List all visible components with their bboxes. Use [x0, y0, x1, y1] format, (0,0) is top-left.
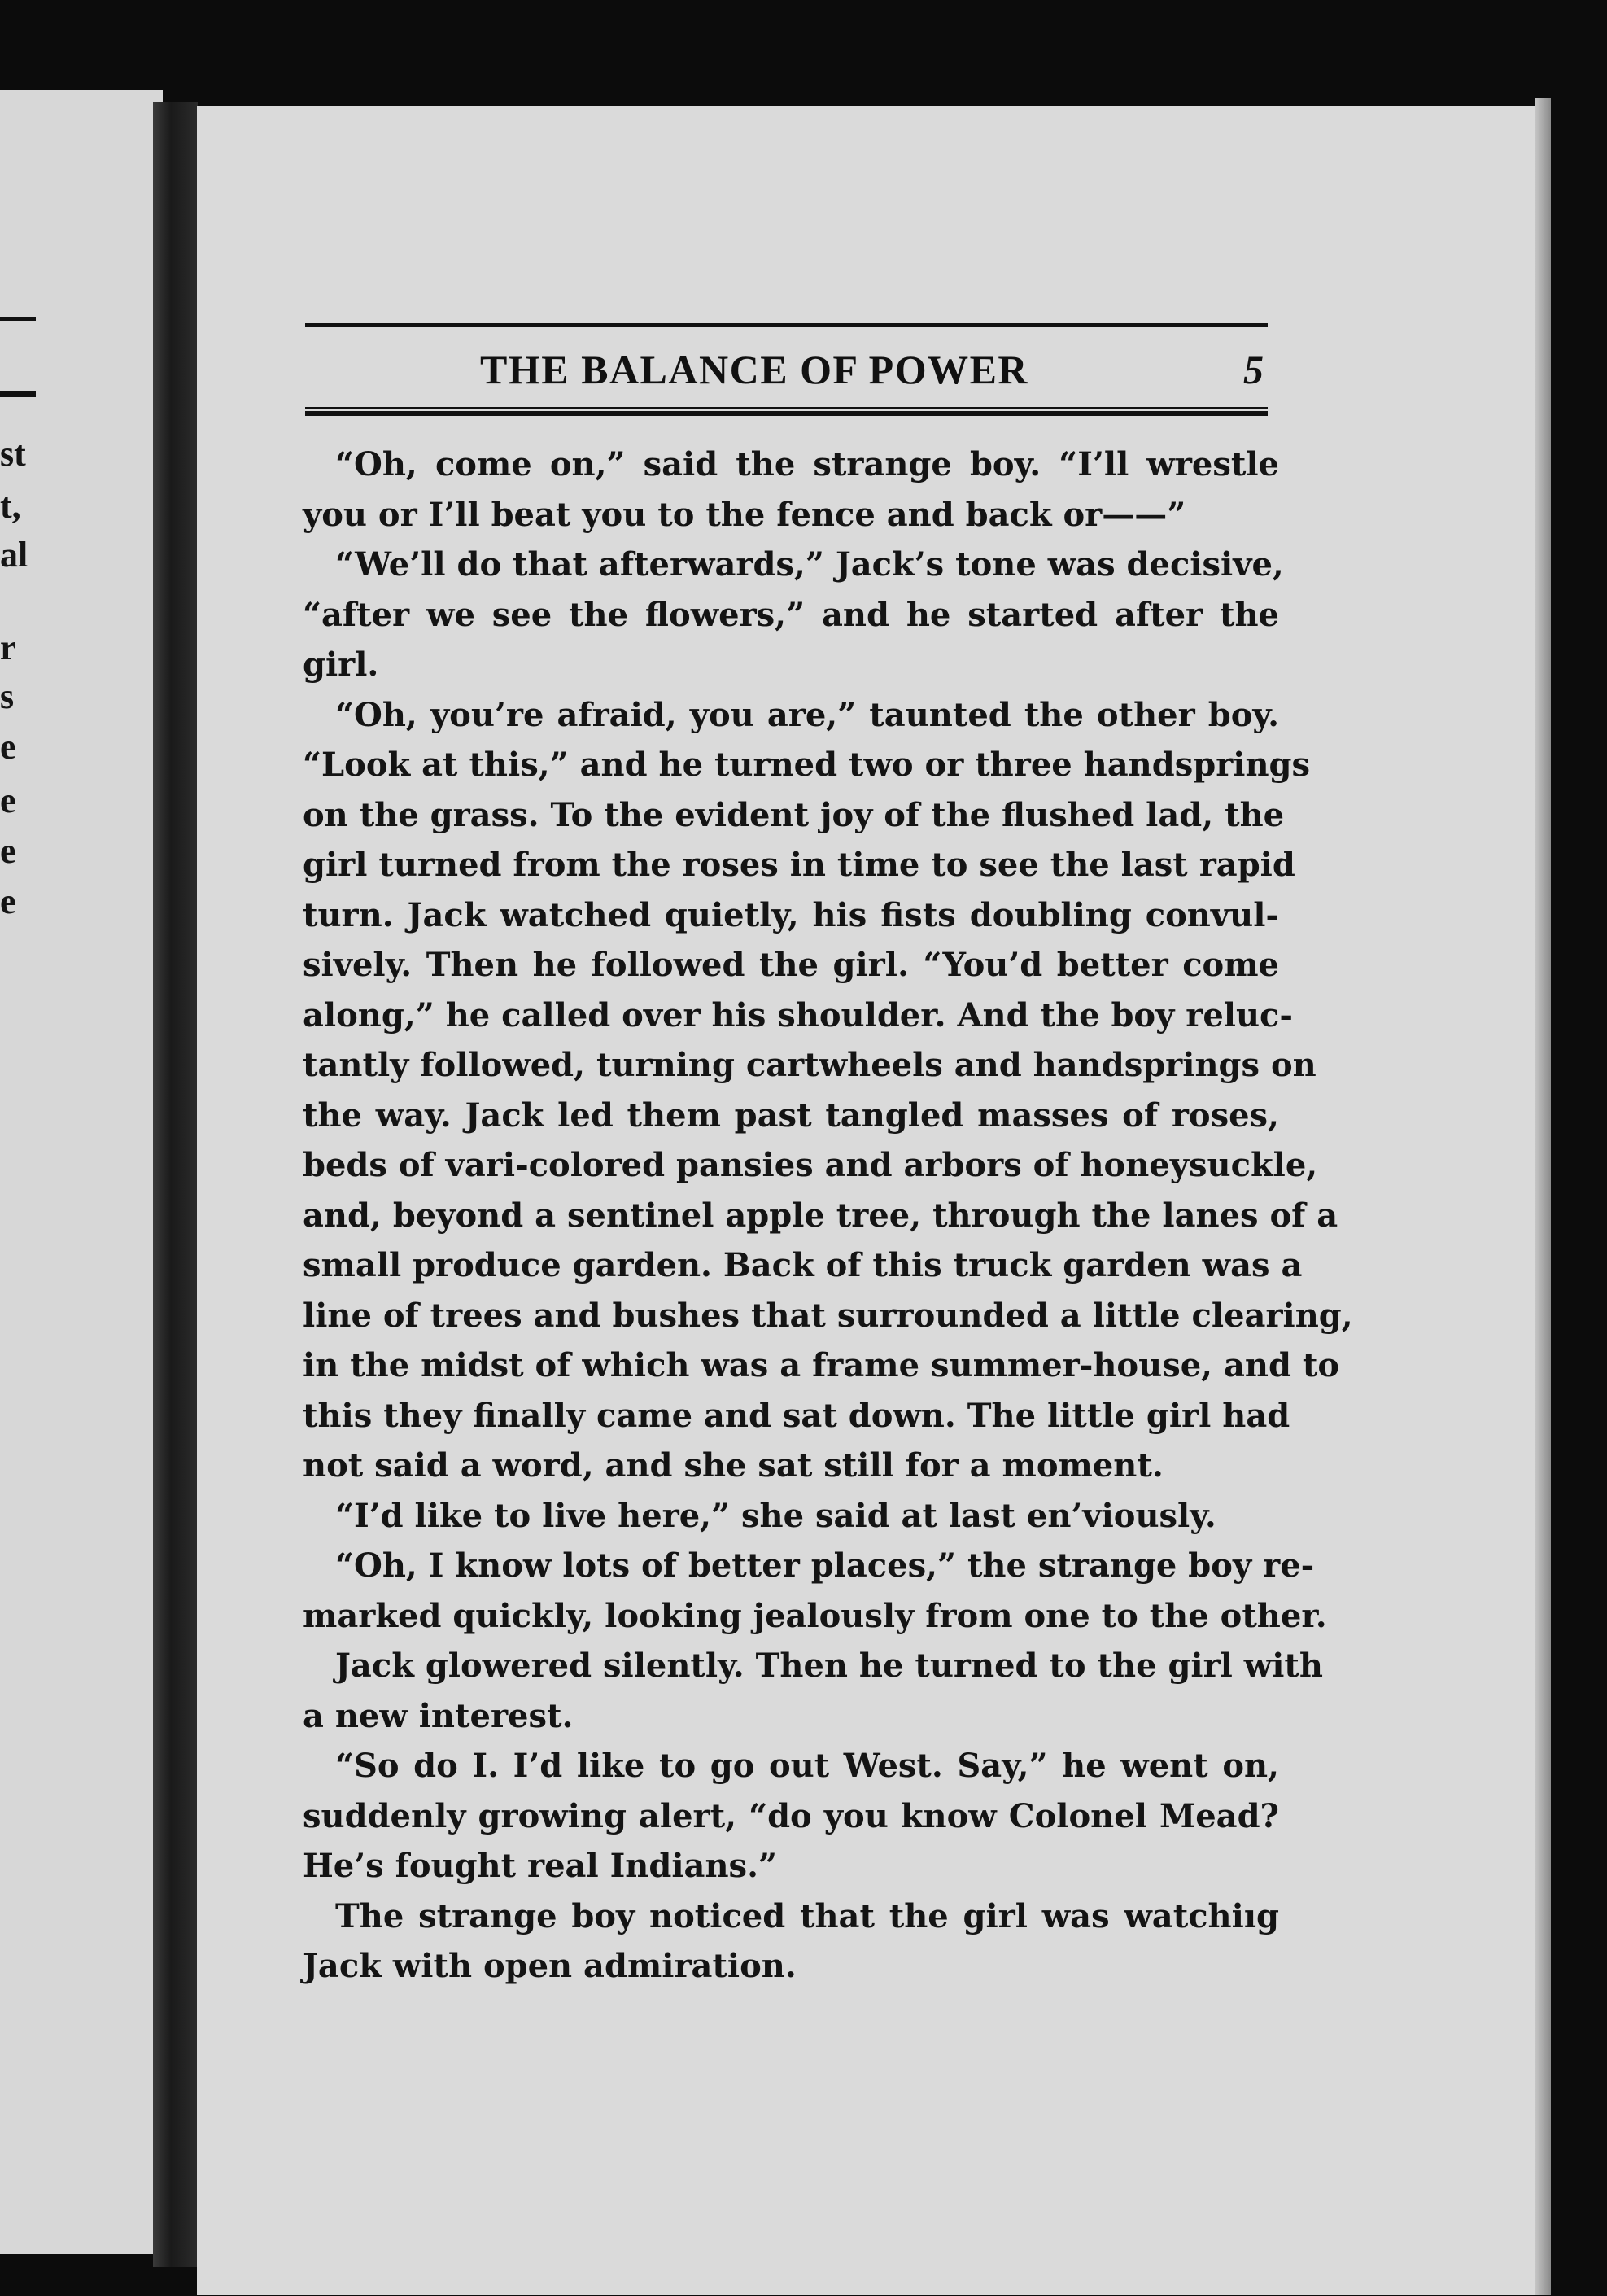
text-line: girl turned from the roses in time to see the last rapid	[303, 846, 1295, 884]
text-line: “Oh, you’re afraid, you are,” taunted the other boy.	[335, 695, 1279, 734]
header-rule-top	[305, 323, 1268, 327]
facing-page-fragment: r	[0, 628, 16, 667]
text-line: along,” he called over his shoulder. And the boy reluc-	[303, 995, 1294, 1034]
facing-page-fragment: e	[0, 781, 16, 820]
text-line: beds of vari-colored pansies and arbors of honeysuckle,	[303, 1146, 1318, 1184]
text-line: Jack with open admiration.	[303, 1947, 797, 1985]
text-line: “Look at this,” and he turned two or three handsprings	[303, 746, 1311, 784]
text-line: “Oh, come on,” said the strange boy. “I’ll wrestle	[335, 445, 1279, 483]
text-line: marked quickly, looking jealously from one to the other.	[303, 1596, 1327, 1635]
running-head-title: THE BALANCE OF POWER	[480, 347, 1029, 392]
text-line: on the grass. To the evident joy of the flushed lad, the	[303, 795, 1285, 834]
text-line: tantly followed, turning cartwheels and handsprings on	[303, 1046, 1317, 1084]
book-spine-gutter	[153, 102, 198, 2267]
facing-page-fragment: e	[0, 727, 16, 767]
text-line: He’s fought real Indians.”	[303, 1847, 778, 1885]
facing-page-fragment: e	[0, 831, 16, 871]
text-line: turn. Jack watched quietly, his fists doubling convul-	[303, 895, 1279, 934]
text-line: “So do I. I’d like to go out West. Say,” he went on,	[335, 1747, 1279, 1785]
text-line: you or I’ll beat you to the fence and back or——”	[303, 495, 1186, 534]
facing-page-left	[0, 90, 163, 2254]
text-line: The strange boy noticed that the girl was watchiıg	[335, 1896, 1279, 1935]
text-line: in the midst of which was a frame summer-house, and to	[303, 1346, 1340, 1384]
text-line: “We’ll do that afterwards,” Jack’s tone was decisive,	[335, 545, 1284, 584]
text-line: suddenly growing alert, “do you know Colonel Mead?	[303, 1796, 1279, 1835]
facing-page-fragment: t,	[0, 486, 21, 526]
text-line: a new interest.	[303, 1696, 574, 1735]
text-line: and, beyond a sentinel apple tree, through the lanes of a	[303, 1196, 1338, 1235]
text-line: small produce garden. Back of this truck garden was a	[303, 1246, 1303, 1284]
text-line: “Oh, I know lots of better places,” the strange boy re-	[335, 1546, 1315, 1585]
body-text	[303, 440, 1353, 1992]
text-line: not said a word, and she sat still for a moment.	[303, 1446, 1164, 1485]
text-line: this they finally came and sat down. The little girl had	[303, 1396, 1290, 1435]
text-line: “I’d like to live here,” she said at last en’viously.	[335, 1496, 1216, 1535]
page-number: 5	[1243, 347, 1264, 392]
text-line: the way. Jack led them past tangled masses of roses,	[303, 1096, 1279, 1135]
text-line: Jack glowered silently. Then he turned to the girl with	[335, 1647, 1323, 1685]
page-edge	[1535, 98, 1551, 2295]
text-line: sively. Then he followed the girl. “You’d better come	[303, 946, 1279, 984]
facing-page-fragment: al	[0, 535, 28, 575]
facing-page-fragment: st	[0, 434, 26, 474]
header-rule-bottom	[305, 407, 1268, 416]
facing-page-text-fragments	[0, 90, 49, 2254]
text-line: line of trees and bushes that surrounded a little clearing,	[303, 1296, 1353, 1335]
text-line: “after we see the flowers,” and he started after the	[303, 595, 1279, 634]
facing-page-fragment: e	[0, 881, 16, 921]
text-line: girl.	[303, 645, 379, 684]
facing-page-fragment: s	[0, 676, 15, 716]
